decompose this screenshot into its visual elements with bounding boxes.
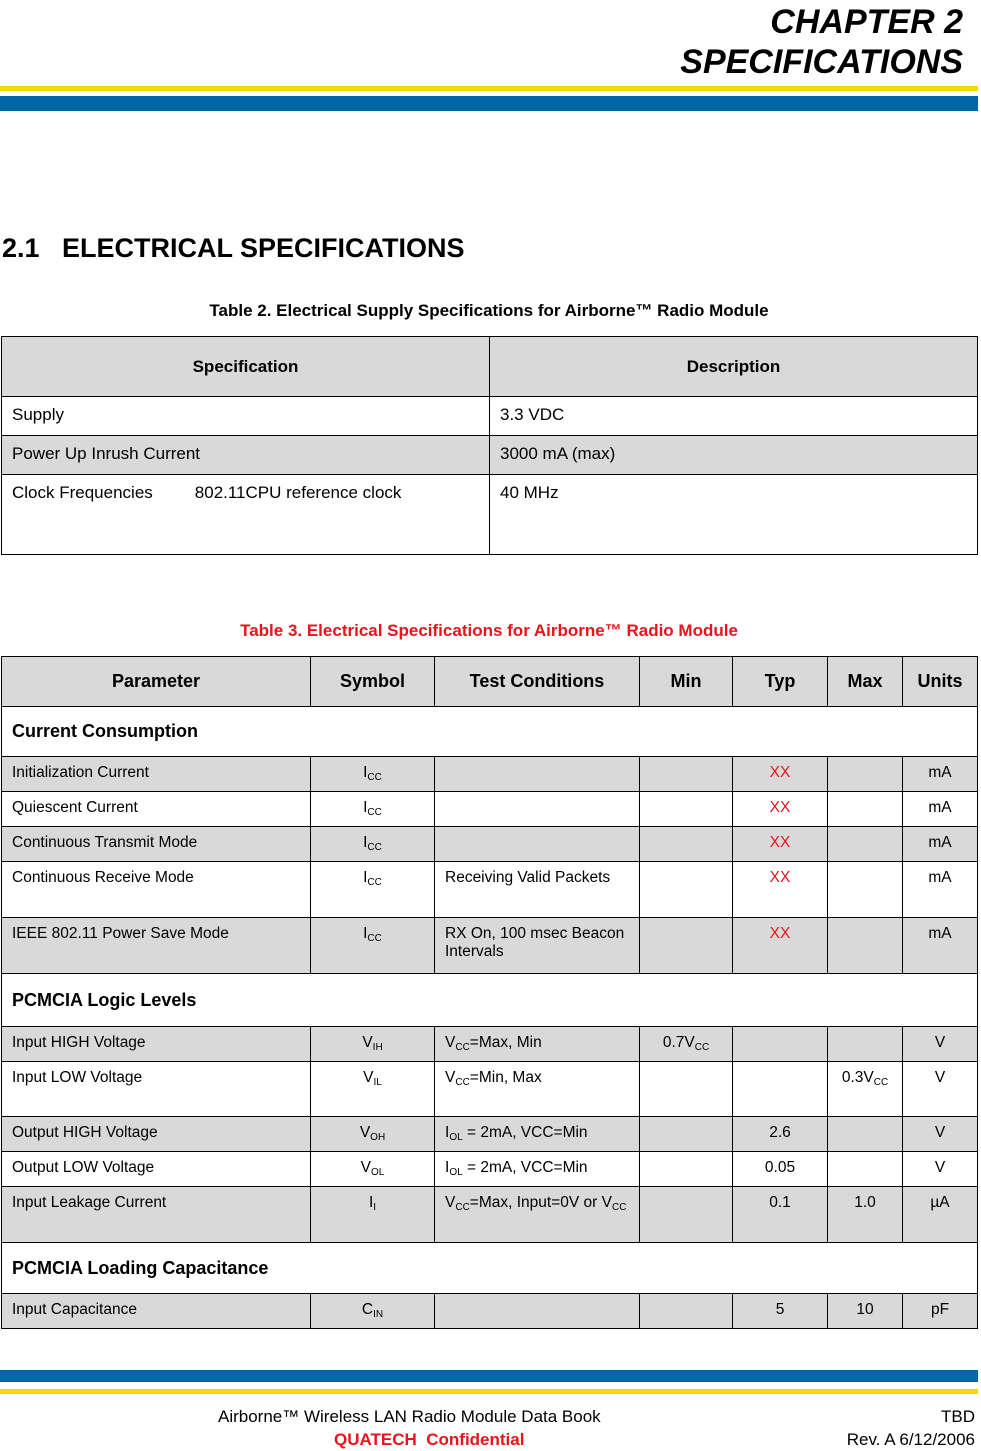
typ-cell [733,1062,828,1117]
typ-cell: 0.1 [733,1187,828,1243]
footer-stripe-yellow [0,1389,978,1394]
param-cell: Input Leakage Current [2,1187,311,1243]
chapter-header [680,2,963,82]
max-cell [828,1152,903,1187]
spec-cell: Power Up Inrush Current [2,436,490,475]
table-row [2,1117,978,1152]
footer-revision: Rev. A 6/12/2006 [846,1430,975,1449]
table-header-row [2,657,978,707]
unit-cell: V [903,1152,978,1187]
unit-cell: pF [903,1294,978,1329]
table-header-row [2,337,978,397]
table3-caption: Table 3. Electrical Specifications for Airborne™ Radio Module [240,621,738,640]
min-cell [640,827,733,862]
symbol-cell: $V_{OL}$ [311,1152,435,1187]
footer-confidential: QUATECH Confidential [334,1430,525,1449]
min-cell [640,1062,733,1117]
condition-cell [435,792,640,827]
min-cell [640,1117,733,1152]
condition-cell: Receiving Valid Packets [435,862,640,918]
min-cell [640,757,733,792]
unit-cell: mA [903,918,978,974]
typ-cell: 5 [733,1294,828,1329]
condition-cell: RX On, 100 msec Beacon Intervals [435,918,640,974]
param-cell: Initialization Current [2,757,311,792]
param-cell: Input LOW Voltage [2,1062,311,1117]
spec-label: Clock Frequencies [12,483,153,502]
unit-cell: V [903,1117,978,1152]
table-row [2,436,978,475]
typ-cell: XX [733,827,828,862]
section-number: 2.1 [2,233,40,263]
condition-cell: $V_{CC}=Min$, Max [435,1062,640,1117]
column-header: Units [903,657,978,707]
spec-cell [2,475,490,555]
unit-cell: µA [903,1187,978,1243]
column-header: Parameter [2,657,311,707]
condition-cell [435,827,640,862]
section-row [2,1243,978,1294]
unit-cell: mA [903,827,978,862]
max-cell: $0.3V_{CC}$ [828,1062,903,1117]
table-row [2,1187,978,1243]
min-cell [640,1152,733,1187]
desc-cell: 40 MHz [490,475,978,555]
table2-caption: Table 2. Electrical Supply Specifications for Airborne™ Radio Module [209,301,769,320]
unit-cell: mA [903,862,978,918]
typ-cell: XX [733,918,828,974]
column-header: Symbol [311,657,435,707]
chapter-label: CHAPTER 2 [770,3,963,41]
table-row [2,1152,978,1187]
max-cell [828,757,903,792]
typ-cell: 0.05 [733,1152,828,1187]
unit-cell: V [903,1027,978,1062]
footer-tbd: TBD [941,1407,975,1426]
footer-doc-title: Airborne™ Wireless LAN Radio Module Data Book [218,1407,601,1426]
param-cell: Quiescent Current [2,792,311,827]
table-row [2,862,978,918]
column-header: Max [828,657,903,707]
min-cell: $0.7V_{CC}$ [640,1027,733,1062]
table-row [2,475,978,555]
min-cell [640,792,733,827]
column-header: Typ [733,657,828,707]
symbol-cell: $V_{IH}$ [311,1027,435,1062]
table-row [2,1294,978,1329]
min-cell [640,1294,733,1329]
max-cell [828,792,903,827]
table-row [2,827,978,862]
condition-cell [435,757,640,792]
min-cell [640,862,733,918]
column-header: Min [640,657,733,707]
section-title: ELECTRICAL SPECIFICATIONS [62,233,465,263]
typ-cell: XX [733,862,828,918]
param-cell: Input HIGH Voltage [2,1027,311,1062]
table-row [2,397,978,436]
param-cell: IEEE 802.11 Power Save Mode [2,918,311,974]
max-cell [828,827,903,862]
typ-cell: XX [733,792,828,827]
header-stripe-yellow [0,86,978,91]
symbol-cell: $I_{CC}$ [311,757,435,792]
condition-cell [435,1294,640,1329]
symbol-cell: $I_{CC}$ [311,827,435,862]
typ-cell: XX [733,757,828,792]
condition-cell: $I_{OL} = 2mA$, VCC=Min [435,1152,640,1187]
chapter-title: SPECIFICATIONS [680,43,963,81]
param-cell: Input Capacitance [2,1294,311,1329]
footer-stripe-blue [0,1370,978,1382]
max-cell [828,1027,903,1062]
symbol-cell: $V_{IL}$ [311,1062,435,1117]
section-heading [2,231,465,265]
symbol-cell: $I_{CC}$ [311,792,435,827]
section-title: PCMCIA Loading Capacitance [2,1243,978,1294]
column-header: Test Conditions [435,657,640,707]
max-cell [828,1117,903,1152]
unit-cell: mA [903,757,978,792]
section-row [2,707,978,757]
desc-cell: 3000 mA (max) [490,436,978,475]
max-cell: 1.0 [828,1187,903,1243]
column-header: Specification [2,337,490,397]
condition-cell: $I_{OL} = 2mA$, VCC=Min [435,1117,640,1152]
symbol-cell: $V_{OH}$ [311,1117,435,1152]
table-row [2,918,978,974]
min-cell [640,918,733,974]
unit-cell: V [903,1062,978,1117]
header-stripe-blue [0,96,978,111]
typ-cell [733,1027,828,1062]
param-cell: Continuous Receive Mode [2,862,311,918]
symbol-cell: $C_{IN}$ [311,1294,435,1329]
table-row [2,1062,978,1117]
desc-cell: 3.3 VDC [490,397,978,436]
condition-cell: $V_{CC}=Max$, Min [435,1027,640,1062]
min-cell [640,1187,733,1243]
section-title: Current Consumption [2,707,978,757]
table-row [2,1027,978,1062]
symbol-cell: $I_{CC}$ [311,862,435,918]
spec-sublabel: 802.11CPU reference clock [194,483,402,502]
symbol-cell: $I_{CC}$ [311,918,435,974]
param-cell: Output LOW Voltage [2,1152,311,1187]
param-cell: Continuous Transmit Mode [2,827,311,862]
typ-cell: 2.6 [733,1117,828,1152]
section-title: PCMCIA Logic Levels [2,974,978,1027]
max-cell [828,918,903,974]
max-cell [828,862,903,918]
table-row [2,757,978,792]
max-cell: 10 [828,1294,903,1329]
section-row [2,974,978,1027]
unit-cell: mA [903,792,978,827]
column-header: Description [490,337,978,397]
supply-spec-table [1,336,978,555]
condition-cell: $V_{CC}=Max$, Input=0V or $V_{CC}$ [435,1187,640,1243]
spec-cell: Supply [2,397,490,436]
symbol-cell: $I_I$ [311,1187,435,1243]
param-cell: Output HIGH Voltage [2,1117,311,1152]
table-row [2,792,978,827]
electrical-spec-table [1,656,978,1329]
